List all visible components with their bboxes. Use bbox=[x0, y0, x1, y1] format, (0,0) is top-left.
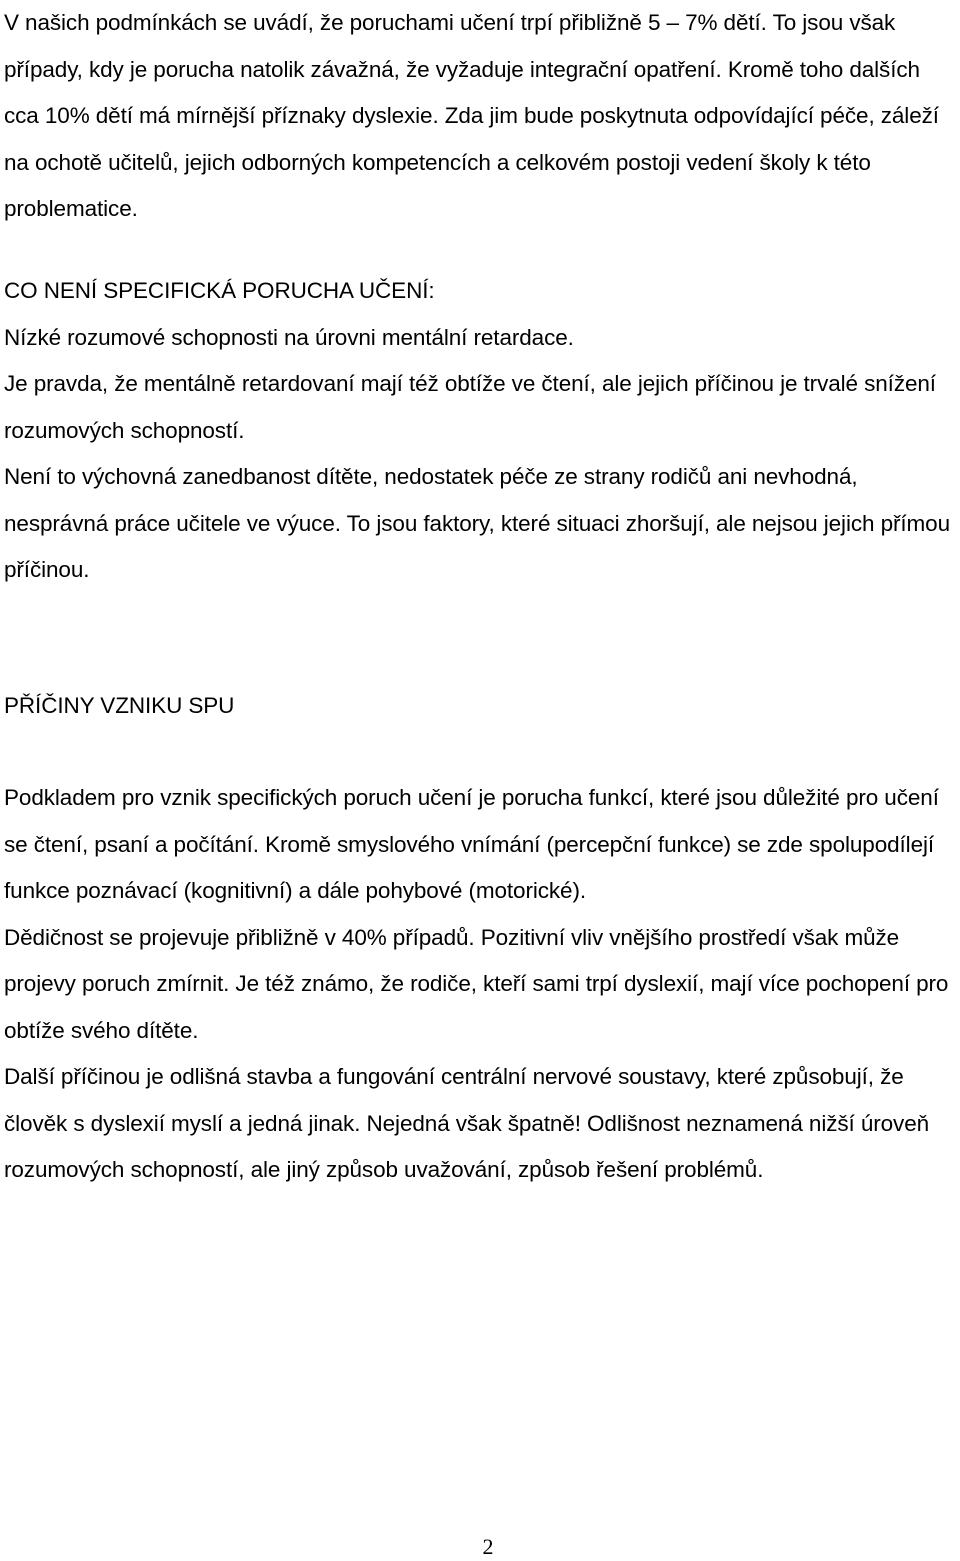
causes-paragraph-1: Podkladem pro vznik specifických poruch učení je porucha funkcí, které jsou důležité pro učení se čtení, psaní a počítání. Kromě smyslového vnímání (percepční funkce) se zde spolupodílejí funkce poznávací (kognitivní) a dále pohybové (motorické). bbox=[4, 785, 939, 903]
page-number: 2 bbox=[482, 1534, 494, 1559]
causes-heading-block bbox=[4, 683, 960, 730]
not-spu-section bbox=[4, 268, 960, 594]
intro-section bbox=[4, 0, 960, 233]
causes-heading: PŘÍČINY VZNIKU SPU bbox=[4, 693, 235, 718]
not-spu-heading: CO NENÍ SPECIFICKÁ PORUCHA UČENÍ: bbox=[4, 278, 435, 303]
not-spu-paragraph-2: Je pravda, že mentálně retardovaní mají též obtíže ve čtení, ale jejich příčinou je trvalé snížení rozumových schopností. bbox=[4, 371, 936, 443]
intro-paragraph: V našich podmínkách se uvádí, že poruchami učení trpí přibližně 5 – 7% dětí. To jsou však případy, kdy je porucha natolik závažná, že vyžaduje integrační opatření. Kromě toho dalších cca 10% dětí má mírnější příznaky dyslexie. Zda jim bude poskytnuta odpovídající péče, záleží na ochotě učitelů, jejich odborných kompetencích a celkovém postoji vedení školy k této problematice. bbox=[4, 10, 939, 221]
not-spu-paragraph-3: Není to výchovná zanedbanost dítěte, nedostatek péče ze strany rodičů ani nevhodná, nesprávná práce učitele ve výuce. To jsou faktory, které situaci zhoršují, ale nejsou jejich přímou příčinou. bbox=[4, 464, 950, 582]
causes-paragraph-2: Dědičnost se projevuje přibližně v 40% případů. Pozitivní vliv vnějšího prostředí však může projevy poruch zmírnit. Je též známo, že rodiče, kteří sami trpí dyslexií, mají více pochopení pro obtíže svého dítěte. bbox=[4, 924, 949, 1043]
causes-paragraph-3: Další příčinou je odlišná stavba a fungování centrální nervové soustavy, které způsobují, že člověk s dyslexií myslí a jedná jinak. Nejedná však špatně! Odlišnost neznamená nižší úroveň rozumových schopností, ale jiný způsob uvažování, způsob řešení problémů. bbox=[4, 1064, 930, 1182]
causes-section bbox=[4, 775, 960, 1194]
not-spu-paragraph-1: Nízké rozumové schopnosti na úrovni mentální retardace. bbox=[4, 324, 574, 350]
